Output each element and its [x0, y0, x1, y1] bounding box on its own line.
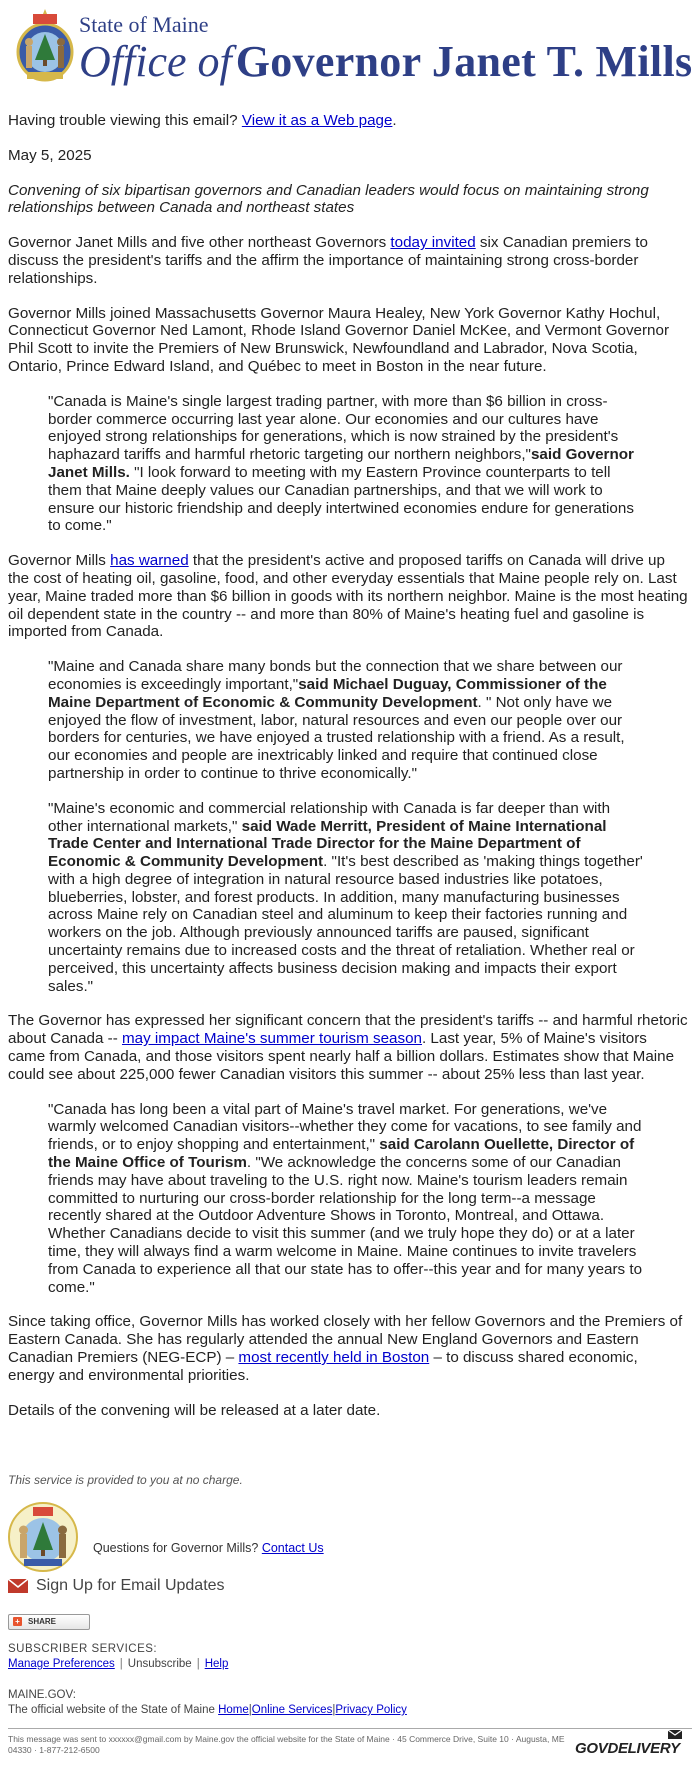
view-web-notice: [8, 112, 688, 130]
office-of-text: Office of: [79, 37, 232, 86]
home-link[interactable]: Home: [218, 1704, 249, 1716]
share-plus-icon: +: [13, 1617, 22, 1626]
intro-text-b: six Canadian premiers to discuss the president's tariffs and the affirm the importance of maintaining strong cross-border relationships.: [8, 234, 648, 287]
quote-duguay: [48, 658, 648, 783]
paragraph-intro: [8, 234, 688, 287]
govdelivery-logo[interactable]: GOVDELIVERY: [575, 1740, 680, 1757]
quote-attribution: said Michael Duguay, Commissioner of the Maine Department of Economic & Community Development: [48, 675, 607, 711]
tariff-text-b: that the president's active and proposed tariffs on Canada will drive up the cost of heating oil, gasoline, food, and other everyday essentials that Maine people rely on. Last year, Maine traded more than $6 billion in goods with its northern neighbor. Maine is the most heating oil dependent state in the country -- and more than 80% of Maine's heating fuel and gasoline is imported from Canada.: [8, 552, 688, 641]
release-subtitle: Convening of six bipartisan governors and Canadian leaders would focus on maintaining strong relationships between Canada and northeast states: [8, 181, 649, 217]
signup-label: Sign Up for Email Updates: [36, 1577, 225, 1594]
separator: |: [248, 1704, 252, 1716]
has-warned-link[interactable]: has warned: [110, 552, 189, 570]
separator: |: [332, 1704, 336, 1716]
questions-line: [93, 1541, 700, 1555]
questions-text: Questions for Governor Mills?: [93, 1541, 262, 1555]
maine-seal-icon: [8, 1500, 78, 1574]
tariff-text-a: Governor Mills: [8, 552, 111, 570]
contact-us-link[interactable]: Contact Us: [261, 1541, 324, 1555]
view-web-suffix: .: [392, 112, 397, 129]
view-web-link[interactable]: View it as a Web page: [241, 112, 393, 129]
subscriber-services: [8, 1642, 692, 1672]
quote-text-a: "Maine's economic and commercial relationship with Canada is far deeper than with other international markets,": [48, 799, 611, 835]
maine-gov-section: [8, 1688, 692, 1718]
office-title: [79, 36, 692, 87]
mail-icon: [8, 1579, 28, 1593]
quote-text-b: . " Not only have we enjoyed the flow of investment, labor, natural resources and even our people over our borders for centuries, we have enjoyed a trusted relationship with a friend. As a result, our economies and people are inextricably linked and require that continued close partnership in order to continue to thrive economically.": [48, 693, 625, 782]
paragraph-details: Details of the convening will be released at a later date.: [8, 1401, 381, 1419]
privacy-policy-link[interactable]: Privacy Policy: [335, 1704, 407, 1716]
quote-text-a: "Canada has long been a vital part of Maine's travel market. For generations, we've warmly welcomed Canadian visitors--whether they come for vacations, to see family and friends, or to enjoy shopping and entertainment,": [48, 1100, 642, 1154]
sent-to-notice: This message was sent to xxxxxx@gmail.com by Maine.gov the official website for the State of Maine · 45 Commerce Drive, Suite 10 · Augusta, ME 04330 · 1-877-212-6500: [8, 1734, 565, 1755]
separator: |: [119, 1658, 123, 1670]
paragraph-neg-ecp: [8, 1313, 688, 1384]
subscriber-services-heading: SUBSCRIBER SERVICES:: [8, 1643, 158, 1655]
header-banner: [15, 6, 693, 86]
intro-text-a: Governor Janet Mills and five other northeast Governors: [8, 234, 391, 252]
maine-seal-icon: [15, 8, 75, 84]
footer-divider: [8, 1728, 692, 1729]
manage-preferences-link[interactable]: Manage Preferences: [8, 1658, 115, 1670]
quote-text-a: "Maine and Canada share many bonds but the connection that we share between our economies is exceedingly important,": [48, 658, 623, 693]
quote-text-b: "I look forward to meeting with my Eastern Province counterparts to tell them that Maine deeply values our Canadian partnerships, and that we will work to ensure our historic friendship and deeply intertwined economies endure for generations to come.": [48, 463, 634, 535]
neg-ecp-text-b: – to discuss shared economic, energy and environmental priorities.: [8, 1349, 638, 1384]
online-services-link[interactable]: Online Services: [251, 1704, 333, 1716]
official-website-text: The official website of the State of Maine: [8, 1704, 219, 1716]
quote-text-b: . "We acknowledge the concerns some of our Canadian friends may have about traveling to the U.S. right now. Maine's tourism leaders remain committed to nurturing our cross-border relationship for the long term--a message recently shared at the Outdoor Adventure Shows in Toronto, Montreal, and Ottawa. Whether Canadians decide to visit this summer (and we truly hope they do) or at a later time, they will always find a warm welcome in Maine. Maine continues to invite travelers from Canada to experience all that our state has to offer--this year and for many years to come.": [48, 1154, 643, 1296]
signup-link[interactable]: [8, 1577, 692, 1595]
free-service-note: This service is provided to you at no charge.: [8, 1473, 243, 1487]
quote-merritt: [48, 800, 648, 996]
tourism-season-link[interactable]: may impact Maine's summer tourism season: [121, 1030, 422, 1048]
unsubscribe-link[interactable]: Unsubscribe: [127, 1658, 192, 1670]
view-web-prefix: Having trouble viewing this email?: [8, 112, 242, 129]
govdelivery-arrow-icon: [668, 1728, 682, 1740]
help-link[interactable]: Help: [204, 1658, 229, 1670]
share-button[interactable]: [8, 1614, 90, 1630]
subscriber-links: [8, 1657, 692, 1672]
separator: |: [196, 1658, 200, 1670]
governor-name-text: Governor Janet T. Mills: [235, 37, 693, 86]
maine-gov-heading: MAINE.GOV:: [8, 1689, 76, 1701]
quote-ouellette: [48, 1101, 648, 1297]
today-invited-link[interactable]: today invited: [390, 234, 476, 252]
tourism-text-b: . Last year, 5% of Maine's visitors came from Canada, and those visitors spent nearly half a billion dollars. Estimates show that Maine could see about 225,000 fewer Canadian visitors this summer -- about 25% less than last year.: [8, 1030, 675, 1083]
paragraph-governors: Governor Mills joined Massachusetts Governor Maura Healey, New York Governor Kathy Hochul, Connecticut Governor Ned Lamont, Rhode Island Governor Daniel McKee, and Vermont Governor Phil Scott to invite the Premiers of New Brunswick, Newfoundland and Labrador, Nova Scotia, Ontario, Prince Edward Island, and Québec to meet in Boston in the near future.: [8, 304, 670, 375]
paragraph-tourism: [8, 1012, 688, 1083]
tourism-text-a: The Governor has expressed her significant concern that the president's tariffs -- and harmful rhetoric about Canada --: [8, 1012, 688, 1048]
press-release-body: [8, 112, 688, 1436]
share-area: [8, 1611, 692, 1630]
quote-attribution: said Carolann Ouellette, Director of the Maine Office of Tourism: [48, 1136, 635, 1172]
quote-attribution: said Wade Merritt, President of Maine International Trade Center and International Trade Director for the Maine Department of Economic & Community Development: [48, 817, 607, 871]
paragraph-tariff-costs: [8, 552, 688, 641]
state-of-maine-title: State of Maine: [79, 12, 209, 37]
quote-text-b: . "It's best described as 'making things together' with a high degree of integration in natural resource based industries like potatoes, blueberries, lobster, and forest products. In addition, many manufacturing businesses across Maine rely on Canadian steel and aluminum to keep their factories running and workers on the job. Although previously announced tariffs are paused, significant uncertainty remains due to increased costs and the threat of retaliation. Whether real or perceived, this uncertainty affects business decision making and impacts their export sales.": [48, 853, 643, 995]
quote-governor-mills: [48, 393, 648, 535]
quote-text-a: "Canada is Maine's single largest trading partner, with more than $6 billion in cross-border commerce occurring last year alone. Our economies and our cultures have enjoyed strong relationships for generations, which is now strained by the president's haphazard tariffs and harmful rhetoric targeting our northern neighbors,": [48, 392, 619, 464]
release-date: May 5, 2025: [8, 146, 92, 164]
share-label: SHARE: [28, 1617, 57, 1626]
held-in-boston-link[interactable]: most recently held in Boston: [238, 1349, 430, 1367]
neg-ecp-text-a: Since taking office, Governor Mills has worked closely with her fellow Governors and the Premiers of Eastern Canada. She has regularly attended the annual New England Governors and Eastern Canadian Premiers (NEG-ECP) –: [8, 1313, 683, 1367]
maine-gov-links: [8, 1703, 692, 1718]
quote-attribution: said Governor Janet Mills.: [48, 446, 634, 481]
